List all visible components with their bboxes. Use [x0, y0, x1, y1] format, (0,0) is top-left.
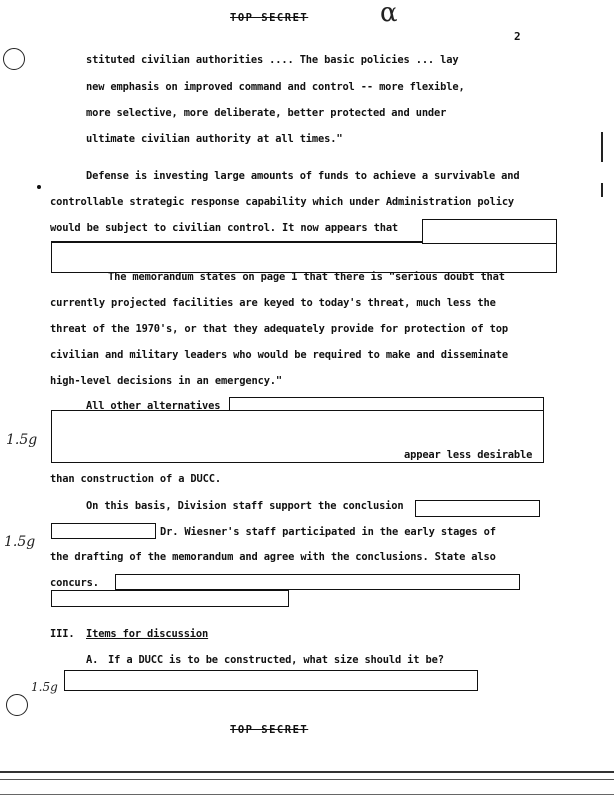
section-title: Items for discussion: [86, 628, 209, 640]
body-line: high-level decisions in an emergency.": [50, 375, 283, 387]
margin-circle-bottom: [6, 694, 28, 716]
body-line: appear less desirable: [404, 449, 533, 461]
body-line: than construction of a DUCC.: [50, 473, 221, 485]
margin-note: 1.5g: [31, 680, 58, 694]
body-line: On this basis, Division staff support the conclusion: [86, 500, 404, 512]
right-edge-mark: [601, 183, 603, 197]
margin-note: 1.5g: [4, 534, 36, 550]
handwritten-alpha-mark: α: [380, 0, 398, 28]
redaction-box: [229, 397, 544, 411]
margin-circle-top: [3, 48, 25, 70]
body-line: stituted civilian authorities .... The basic policies ... lay: [86, 54, 459, 66]
body-line: currently projected facilities are keyed to today's threat, much less the: [50, 297, 496, 309]
redaction-box: [51, 241, 557, 273]
redaction-box: [51, 523, 156, 539]
scan-edge-line: [0, 779, 614, 780]
body-line: civilian and military leaders who would be required to make and disseminate: [50, 349, 508, 361]
item-text: If a DUCC is to be constructed, what size should it be?: [108, 654, 444, 666]
margin-dot: [37, 185, 41, 189]
body-line: the drafting of the memorandum and agree with the conclusions. State also: [50, 551, 496, 563]
scan-edge-line: [0, 771, 614, 773]
body-line: ultimate civilian authority at all times.": [86, 133, 343, 145]
redaction-box: [51, 590, 289, 607]
margin-note: 1.5g: [6, 432, 38, 448]
section-number: III.: [50, 628, 75, 640]
bottom-classification-marking: TOP SECRET: [230, 724, 309, 736]
body-line: threat of the 1970's, or that they adequately provide for protection of top: [50, 323, 508, 335]
redaction-box: [115, 574, 520, 590]
redaction-edge: [51, 241, 423, 243]
item-label: A.: [86, 654, 99, 666]
scan-edge-line: [0, 794, 614, 795]
body-line: more selective, more deliberate, better protected and under: [86, 107, 447, 119]
body-line: new emphasis on improved command and control -- more flexible,: [86, 81, 465, 93]
redaction-box: [415, 500, 540, 517]
body-line: concurs.: [50, 577, 99, 589]
body-line: All other alternatives: [86, 400, 221, 412]
right-edge-mark: [601, 132, 603, 162]
body-line: controllable strategic response capability which under Administration policy: [50, 196, 515, 208]
body-line: would be subject to civilian control. It now appears that: [50, 222, 399, 234]
top-classification-marking: TOP SECRET: [230, 12, 309, 24]
body-line: Dr. Wiesner's staff participated in the early stages of: [160, 526, 496, 538]
body-line: The memorandum states on page 1 that there is "serious doubt that: [108, 271, 505, 283]
page-number: 2: [514, 30, 521, 43]
body-line: Defense is investing large amounts of funds to achieve a survivable and: [86, 170, 520, 182]
redaction-box: [64, 670, 478, 691]
